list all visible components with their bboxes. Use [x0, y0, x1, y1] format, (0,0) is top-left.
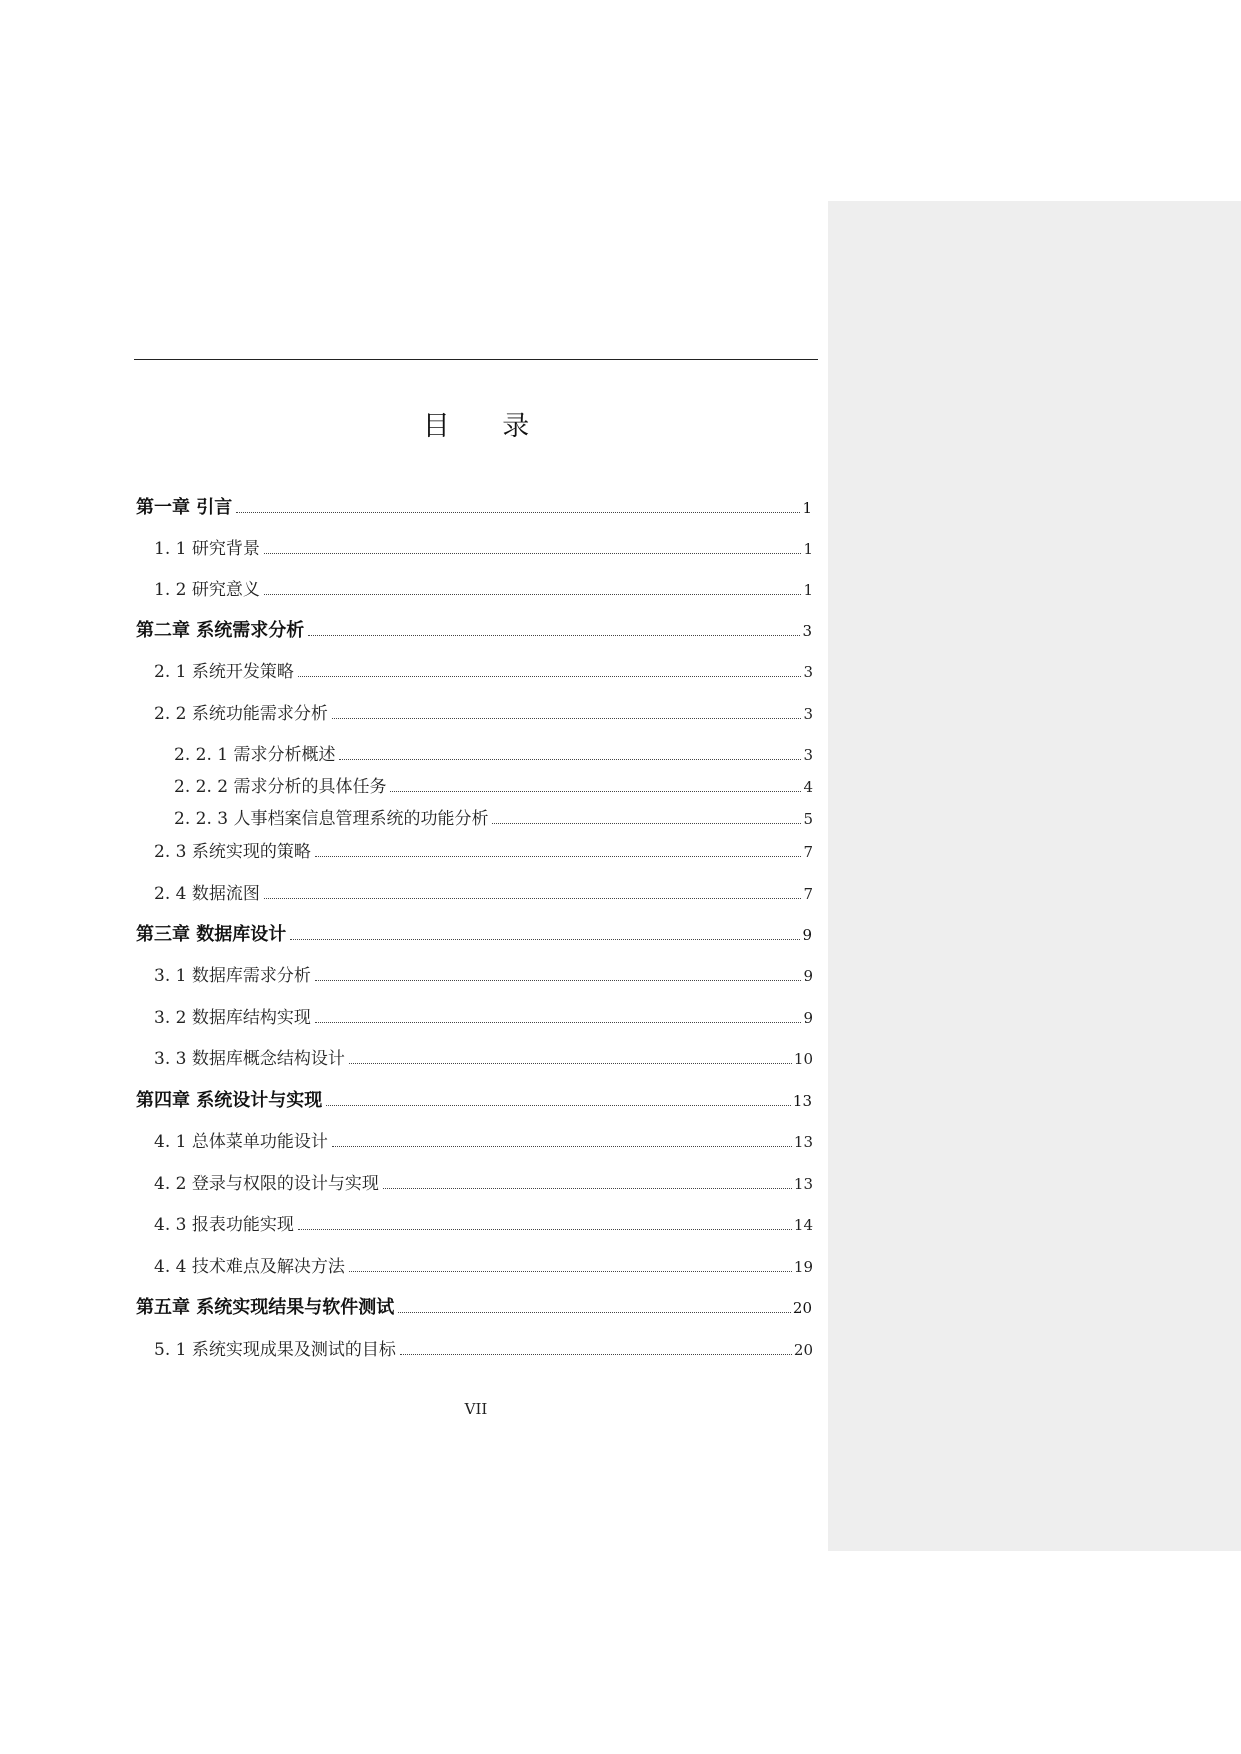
- toc-entry-page: 3: [803, 705, 813, 723]
- toc-entry-page: 14: [793, 1216, 813, 1234]
- toc-leader: [264, 897, 802, 899]
- toc-entry-label: 3. 1 数据库需求分析: [154, 966, 311, 986]
- toc-entry[interactable]: [174, 773, 813, 801]
- toc-entry-page: 20: [792, 1299, 812, 1317]
- toc-entry-page: 7: [803, 885, 813, 903]
- toc-entry[interactable]: [154, 1253, 813, 1281]
- toc-entry[interactable]: [154, 838, 813, 866]
- toc-entry-label: 2. 4 数据流图: [154, 884, 260, 904]
- toc-entry-page: 1: [803, 581, 813, 599]
- toc-entry-label: 2. 2. 2 需求分析的具体任务: [174, 777, 387, 797]
- toc-entry-page: 13: [793, 1133, 813, 1151]
- toc-entry-label: 5. 1 系统实现成果及测试的目标: [154, 1340, 396, 1360]
- toc-entry-page: 10: [793, 1050, 813, 1068]
- toc-leader: [236, 511, 800, 513]
- toc-entry[interactable]: [136, 494, 812, 522]
- toc-entry-label: 4. 1 总体菜单功能设计: [154, 1132, 328, 1152]
- toc-entry[interactable]: [154, 1128, 813, 1156]
- toc-entry-page: 3: [803, 746, 813, 764]
- toc-entry-label: 1. 2 研究意义: [154, 580, 260, 600]
- toc-entry-page: 13: [793, 1175, 813, 1193]
- toc-leader: [332, 1145, 792, 1147]
- toc-leader: [332, 717, 802, 719]
- toc-entry[interactable]: [154, 658, 813, 686]
- toc-entry[interactable]: [154, 1211, 813, 1239]
- toc-leader: [290, 938, 800, 940]
- toc-entry[interactable]: [154, 1170, 813, 1198]
- toc-entry-page: 1: [803, 540, 813, 558]
- toc-leader: [400, 1353, 792, 1355]
- toc-entry-label: 第四章 系统设计与实现: [136, 1090, 323, 1111]
- toc-leader: [339, 758, 801, 760]
- toc-entry[interactable]: [174, 805, 813, 833]
- toc-leader: [315, 855, 802, 857]
- toc-entry-page: 13: [792, 1092, 812, 1110]
- toc-entry-page: 20: [793, 1341, 813, 1359]
- toc-leader: [315, 979, 802, 981]
- toc-entry-label: 1. 1 研究背景: [154, 539, 260, 559]
- toc-leader: [315, 1021, 802, 1023]
- toc-entry-label: 2. 2. 3 人事档案信息管理系统的功能分析: [174, 809, 489, 829]
- toc-entry-page: 19: [793, 1258, 813, 1276]
- toc-entry-label: 2. 2. 1 需求分析概述: [174, 745, 336, 765]
- toc-entry-label: 第一章 引言: [136, 497, 233, 518]
- toc-entry-page: 9: [802, 926, 812, 944]
- toc-entry-label: 4. 3 报表功能实现: [154, 1215, 294, 1235]
- toc-leader: [349, 1270, 792, 1272]
- header-rule: [134, 359, 818, 360]
- toc-entry-label: 3. 3 数据库概念结构设计: [154, 1049, 345, 1069]
- toc-leader: [349, 1062, 792, 1064]
- toc-entry[interactable]: [136, 1294, 812, 1322]
- toc-leader: [264, 552, 802, 554]
- toc-entry-label: 3. 2 数据库结构实现: [154, 1008, 311, 1028]
- toc-entry-page: 1: [802, 499, 812, 517]
- toc-leader: [383, 1187, 792, 1189]
- toc-leader: [492, 822, 801, 824]
- toc-entry-page: 3: [803, 663, 813, 681]
- toc-entry[interactable]: [136, 1087, 812, 1115]
- toc-entry[interactable]: [154, 880, 813, 908]
- page-number: VII: [464, 1400, 488, 1418]
- toc-leader: [390, 790, 801, 792]
- toc-entry-page: 9: [803, 1009, 813, 1027]
- comment-pane: [828, 201, 1241, 1551]
- toc-entry-label: 4. 2 登录与权限的设计与实现: [154, 1174, 379, 1194]
- toc-leader: [398, 1311, 791, 1313]
- toc-entry-page: 3: [802, 622, 812, 640]
- toc-entry[interactable]: [154, 700, 813, 728]
- toc-entry-label: 2. 3 系统实现的策略: [154, 842, 311, 862]
- toc-leader: [298, 675, 802, 677]
- toc-entry-label: 2. 1 系统开发策略: [154, 662, 294, 682]
- toc-entry[interactable]: [154, 1045, 813, 1073]
- toc-entry[interactable]: [174, 741, 813, 769]
- toc-entry[interactable]: [136, 617, 812, 645]
- toc-entry[interactable]: [154, 1336, 813, 1364]
- toc-leader: [326, 1104, 791, 1106]
- toc-entry[interactable]: [154, 962, 813, 990]
- toc-entry[interactable]: [154, 576, 813, 604]
- toc-entry[interactable]: [154, 1004, 813, 1032]
- toc-entry-page: 7: [803, 843, 813, 861]
- toc-title: 目 录: [422, 411, 552, 442]
- toc-entry-page: 9: [803, 967, 813, 985]
- toc-entry-page: 4: [803, 778, 813, 796]
- toc-entry-label: 第二章 系统需求分析: [136, 620, 305, 641]
- toc-leader: [308, 634, 800, 636]
- toc-entry-page: 5: [803, 810, 813, 828]
- toc-entry-label: 第五章 系统实现结果与软件测试: [136, 1297, 395, 1318]
- toc-entry[interactable]: [154, 535, 813, 563]
- toc-entry-label: 2. 2 系统功能需求分析: [154, 704, 328, 724]
- toc-entry-label: 第三章 数据库设计: [136, 924, 287, 945]
- toc-entry-label: 4. 4 技术难点及解决方法: [154, 1257, 345, 1277]
- toc-entry[interactable]: [136, 921, 812, 949]
- toc-leader: [298, 1228, 792, 1230]
- toc-leader: [264, 593, 802, 595]
